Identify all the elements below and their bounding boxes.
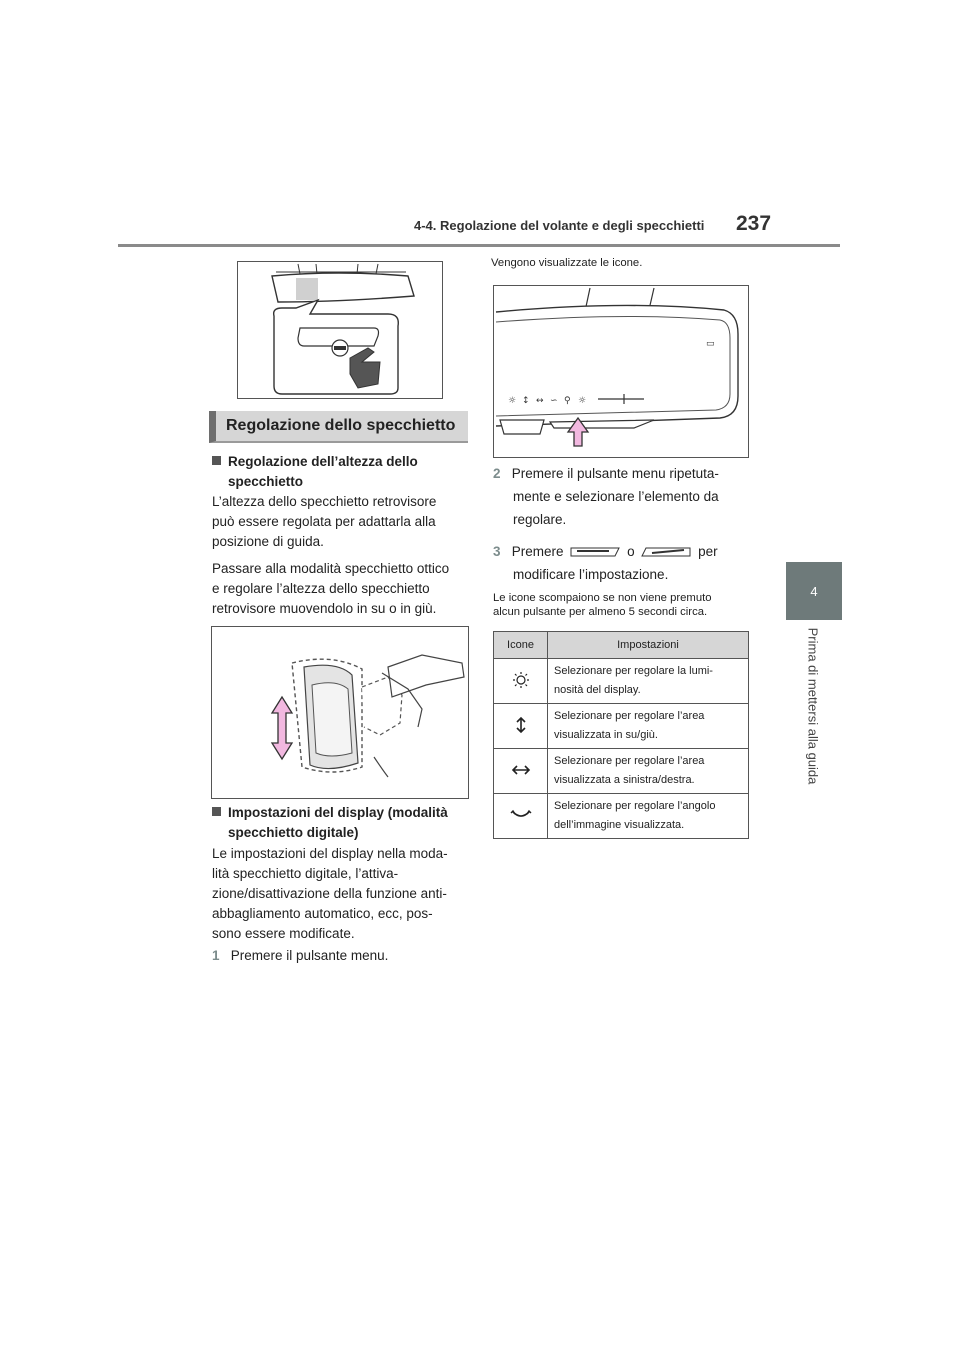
cell-line: visualizzata a sinistra/destra.: [554, 774, 695, 786]
note-line: Le icone scompaiono se non viene premuto: [493, 592, 712, 604]
row-description: [548, 704, 749, 749]
cell-line: Selezionare per regolare l’area: [554, 755, 705, 767]
heading-line1: Impostazioni del display (modalità: [228, 805, 448, 820]
height-adjust-heading: [212, 452, 472, 492]
step-number: 2: [493, 466, 501, 481]
svg-text:⚲: ⚲: [564, 396, 571, 406]
table-row: [494, 794, 749, 839]
svg-text:∽: ∽: [550, 396, 558, 406]
heading-line: [212, 452, 472, 472]
right-button-icon: [640, 546, 692, 558]
step-text: modificare l’impostazione.: [513, 567, 669, 582]
icons-table: [493, 631, 749, 839]
section-heading: [209, 411, 468, 443]
note-line: alcun pulsante per almeno 5 secondi circa.: [493, 606, 708, 618]
chapter-number: 4: [810, 583, 818, 599]
heading-line: [212, 803, 472, 823]
table-row: [494, 749, 749, 794]
table-header-row: [494, 632, 749, 659]
step-number: 1: [212, 948, 220, 963]
cell-line: Selezionare per regolare l’area: [554, 710, 705, 722]
heading-line2: specchietto: [228, 474, 304, 489]
step-text: Premere il pulsante menu ripetuta-: [511, 466, 719, 481]
table-row: [494, 704, 749, 749]
step-text: regolare.: [513, 512, 567, 527]
cell-line: visualizzata in su/giù.: [554, 729, 658, 741]
svg-text:↔: ↔: [536, 396, 544, 406]
icons-caption: Vengono visualizzate le icone.: [491, 257, 643, 269]
mirror-button-illustration: [238, 262, 442, 398]
figure-mirror-button: [237, 261, 443, 399]
para-line: può essere regolata per adattarla alla: [212, 514, 436, 529]
svg-text:▭: ▭: [706, 339, 715, 349]
col-icon-header: Icone: [494, 632, 548, 659]
mirror-tilt-illustration: [212, 627, 468, 798]
chapter-title-vertical: Prima di mettersi alla guida: [805, 627, 821, 785]
step-text: per: [698, 544, 718, 559]
step-2: [493, 462, 753, 531]
page-number: 237: [736, 212, 772, 235]
row-description: [548, 794, 749, 839]
para-line: sono essere modificate.: [212, 926, 355, 941]
step-line: [493, 540, 753, 563]
angle-icon: [494, 794, 548, 839]
cell-line: Selezionare per regolare la lumi-: [554, 665, 713, 677]
row-description: [548, 659, 749, 704]
col-settings-header: Impostazioni: [548, 632, 749, 659]
table-row: [494, 659, 749, 704]
para-line: retrovisore muovendolo in su o in giù.: [212, 601, 437, 616]
heading-line2: specchietto digitale): [228, 825, 359, 840]
step-line: [493, 462, 753, 485]
display-settings-heading: [212, 803, 472, 843]
para-line: abbagliamento automatico, ecc, pos-: [212, 906, 433, 921]
cell-line: nosità del display.: [554, 684, 641, 696]
step-number: 3: [493, 544, 501, 559]
para-line: lità specchietto digitale, l’attiva-: [212, 866, 399, 881]
figure-digital-mirror: [493, 285, 749, 458]
step-text: o: [627, 544, 635, 559]
step-1: [212, 946, 474, 966]
svg-text:↕: ↕: [522, 396, 530, 406]
step-text: mente e selezionare l’elemento da: [513, 489, 719, 504]
bullet-square: [212, 807, 221, 816]
cell-line: dell’immagine visualizzata.: [554, 819, 685, 831]
chapter-tab: [786, 562, 842, 620]
header-rule: [118, 244, 840, 247]
bullet-square: [212, 456, 221, 465]
para-line: L’altezza dello specchietto retrovisore: [212, 494, 437, 509]
digital-mirror-illustration: [494, 286, 748, 457]
note-text: [493, 591, 753, 619]
heading-line1: Regolazione dell’altezza dello: [228, 454, 418, 469]
step-text: Premere il pulsante menu.: [230, 948, 389, 963]
section-heading-text: Regolazione dello specchietto: [226, 417, 456, 434]
height-adjust-para2: [212, 559, 472, 619]
cell-line: Selezionare per regolare l’angolo: [554, 800, 716, 812]
para-line: posizione di guida.: [212, 534, 324, 549]
left-button-icon: [569, 546, 621, 558]
para-line: e regolare l’altezza dello specchietto: [212, 581, 430, 596]
svg-text:☼: ☼: [508, 396, 517, 406]
step-text: Premere: [511, 544, 564, 559]
display-settings-para: [212, 844, 474, 944]
para-line: Le impostazioni del display nella moda-: [212, 846, 448, 861]
para-line: Passare alla modalità specchietto ottico: [212, 561, 450, 576]
step-3: [493, 540, 753, 586]
row-description: [548, 749, 749, 794]
brightness-icon: [494, 659, 548, 704]
figure-mirror-tilt: [211, 626, 469, 799]
running-header-title: 4-4. Regolazione del volante e degli specchietti: [414, 218, 705, 233]
svg-text:☼: ☼: [578, 396, 587, 406]
vertical-arrows-icon: [494, 704, 548, 749]
height-adjust-para1: [212, 492, 472, 552]
horizontal-arrows-icon: [494, 749, 548, 794]
para-line: zione/disattivazione della funzione anti-: [212, 886, 447, 901]
